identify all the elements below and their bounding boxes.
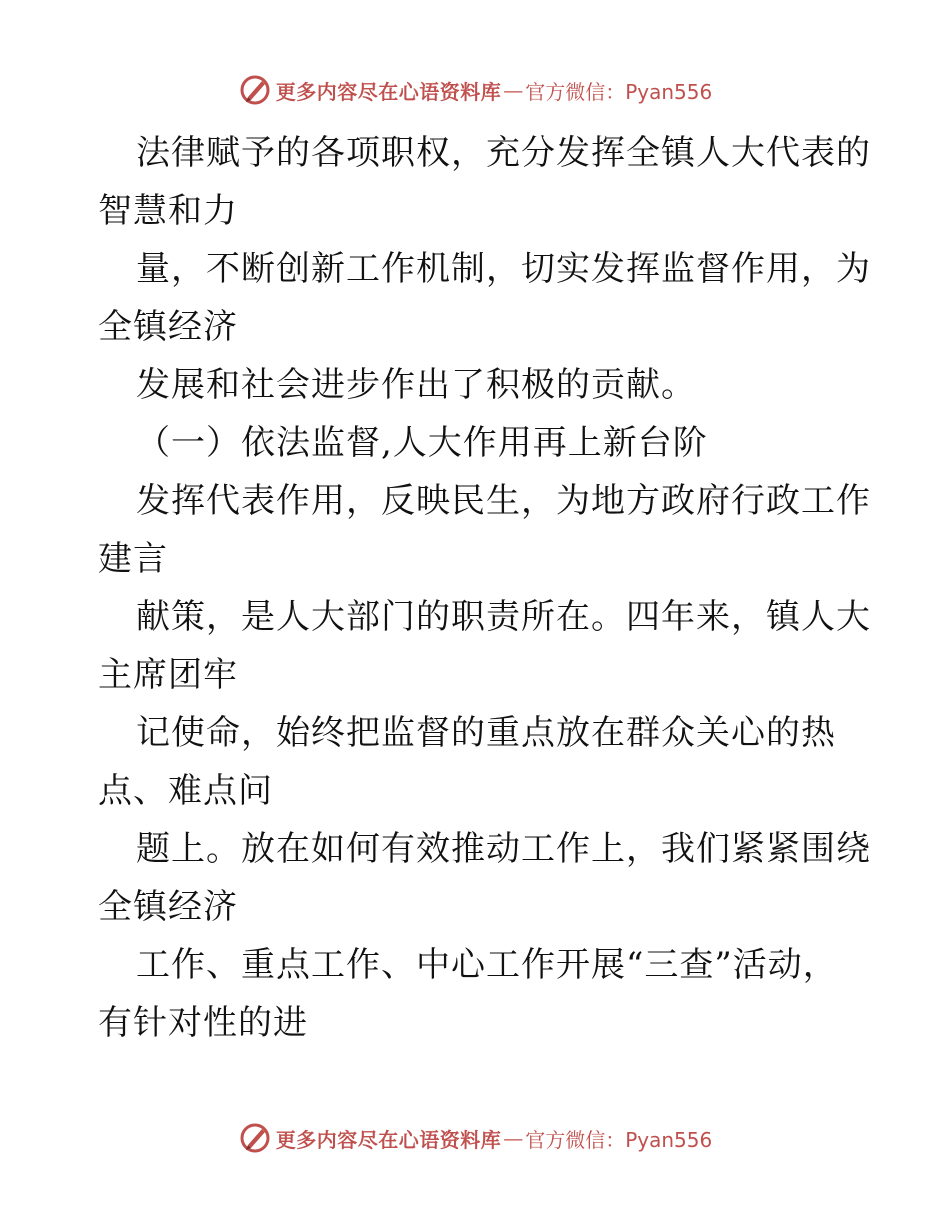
text-line: 量，不断创新工作机制，切实发挥监督作用，为 [136, 249, 871, 289]
section-heading: （一）依法监督,人大作用再上新台阶 [136, 423, 708, 463]
footer-contact: 官方微信：Pyan556 [525, 1127, 713, 1152]
text-line: 智慧和力 [98, 191, 238, 231]
text-line: 记使命，始终把监督的重点放在群众关心的热 [136, 713, 836, 753]
text-line: 发挥代表作用，反映民生，为地方政府行政工作 [136, 481, 871, 521]
header-contact: 官方微信：Pyan556 [525, 79, 713, 104]
text-line: 献策，是人大部门的职责所在。四年来，镇人大 [136, 597, 871, 637]
text-line: 主席团牢 [98, 655, 238, 695]
pen-logo-icon [238, 73, 272, 107]
text-line: 题上。放在如何有效推动工作上，我们紧紧围绕 [136, 829, 871, 869]
footer-banner [0, 1118, 950, 1158]
header-brand: 更多内容尽在心语资料库 [275, 79, 502, 104]
footer-dash: — [503, 1126, 524, 1150]
text-line: 法律赋予的各项职权，充分发挥全镇人大代表的 [136, 133, 871, 173]
text-line: 工作、重点工作、中心工作开展“三查”活动， [136, 945, 838, 985]
text-line: 全镇经济 [98, 307, 238, 347]
text-line: 建言 [98, 539, 168, 579]
pen-logo-icon [238, 1121, 272, 1155]
text-line: 发展和社会进步作出了积极的贡献。 [136, 365, 696, 405]
text-line: 全镇经济 [98, 887, 238, 927]
header-banner [0, 70, 950, 110]
footer-brand: 更多内容尽在心语资料库 [275, 1127, 502, 1152]
text-line: 点、难点问 [98, 771, 273, 811]
document-body [98, 124, 871, 1052]
text-line: 有针对性的进 [98, 1003, 308, 1043]
header-dash: — [503, 78, 524, 102]
